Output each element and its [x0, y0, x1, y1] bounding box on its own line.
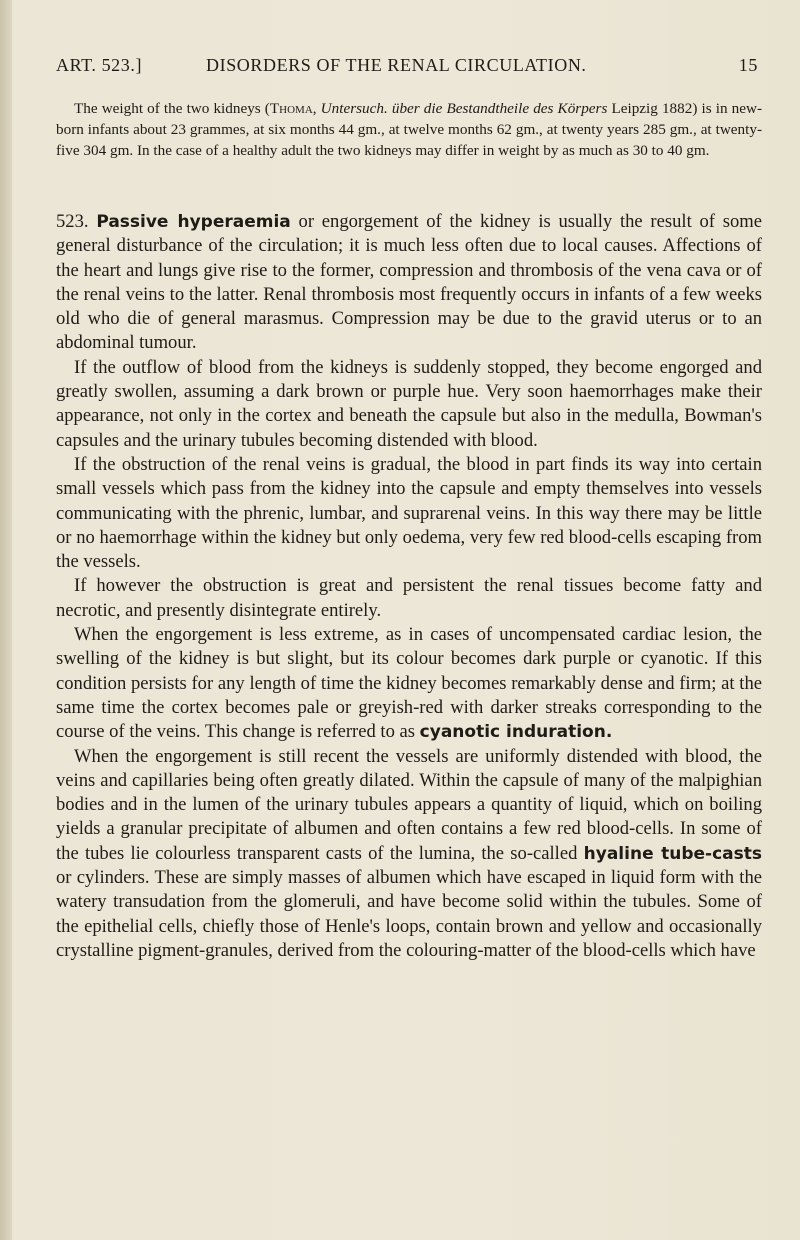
paragraph: [56, 745, 762, 964]
note-text: Leipzig 1882) is in new-born infants about 23 grammes, at six months 44 gm., at twelve months 62 gm., at twenty years 285 gm., at twenty-five 304 gm. In the case of a healthy adult the two kidneys may differ in weight by as much as 30 to 40 gm.: [56, 100, 763, 159]
reference-title: Untersuch. über die Bestandtheile des Körpers: [320, 100, 608, 117]
header-title: DISORDERS OF THE RENAL CIRCULATION.: [206, 55, 587, 75]
paragraph: [56, 623, 762, 744]
paragraph-text: or cylinders. These are simply masses of albumen which have escaped in liquid form with the watery transudation from the glomeruli, and have become solid within the tubules. Some of the epithelial cells, chiefly those of Henle's loops, contain brown and yellow and occasionally crystalline pigment-granules, derived from the colouring-matter of the blood-cells which have: [56, 867, 762, 961]
section-body: [56, 210, 762, 963]
paragraph: If the outflow of blood from the kidneys is suddenly stopped, they become engorged and greatly swollen, assuming a dark brown or purple hue. Very soon haemorrhages make their appearance, not only in the cortex and beneath the capsule but also in the medulla, Bowman's capsules and the urinary tubules becoming distended with blood.: [56, 356, 762, 451]
header-article: ART. 523.]: [56, 55, 143, 75]
author-name: Thoma: [269, 100, 313, 117]
paragraph: [56, 210, 762, 356]
note-paragraph: [56, 98, 762, 161]
term-hyaline-tube-casts: hyaline tube-casts: [583, 843, 763, 864]
note-text: ,: [312, 100, 321, 117]
note-text: The weight of the two kidneys (: [74, 100, 270, 117]
paragraph-text: or engorgement of the kidney is usually the result of some general disturbance of the circulation; it is much less often due to local causes. Affections of the heart and lungs give rise to the former, compression and thrombosis of the vena cava or of the renal veins to the latter. Renal thrombosis most frequently occurs in infants of a few weeks old who die of general marasmus. Compression may be due to the gravid uterus or to an abdominal tumour.: [56, 211, 762, 354]
paragraph: If the obstruction of the renal veins is gradual, the blood in part finds its way into certain small vessels which pass from the kidney into the capsule and empty themselves into vessels communicating with the phrenic, lumbar, and suprarenal veins. In this way there may be little or no haemorrhage within the kidney but only oedema, very few red blood-cells escaping from the vessels.: [56, 453, 762, 573]
term-cyanotic-induration: cyanotic induration.: [419, 722, 613, 743]
paragraph: If however the obstruction is great and persistent the renal tissues become fatty and necrotic, and presently disintegrate entirely.: [56, 575, 762, 621]
section-heading: Passive hyperaemia: [96, 212, 291, 232]
page-number: 15: [738, 55, 758, 75]
paragraph-text: When the engorgement is still recent the vessels are uniformly distended with blood, the veins and capillaries being often greatly dilated. Within the capsule of many of the malpighian bodies and in the lumen of the urinary tubules appears a quantity of liquid, which on boiling yields a granular precipitate of albumen and often contains a few red blood-cells. In some of the tubes lie colourless transparent casts of the lumina, the so-called: [56, 745, 762, 864]
page-binding-edge: [0, 0, 12, 1240]
paragraph-text: When the engorgement is less extreme, as in cases of uncompensated cardiac lesion, the swelling of the kidney is but slight, but its colour becomes dark purple or cyanotic. If this condition persists for any length of time the kidney becomes remarkably dense and firm; at the same time the cortex becomes pale or greyish-red with darker streaks corresponding to the course of the veins. This change is referred to as: [56, 624, 762, 743]
section-number: 523.: [56, 211, 89, 232]
